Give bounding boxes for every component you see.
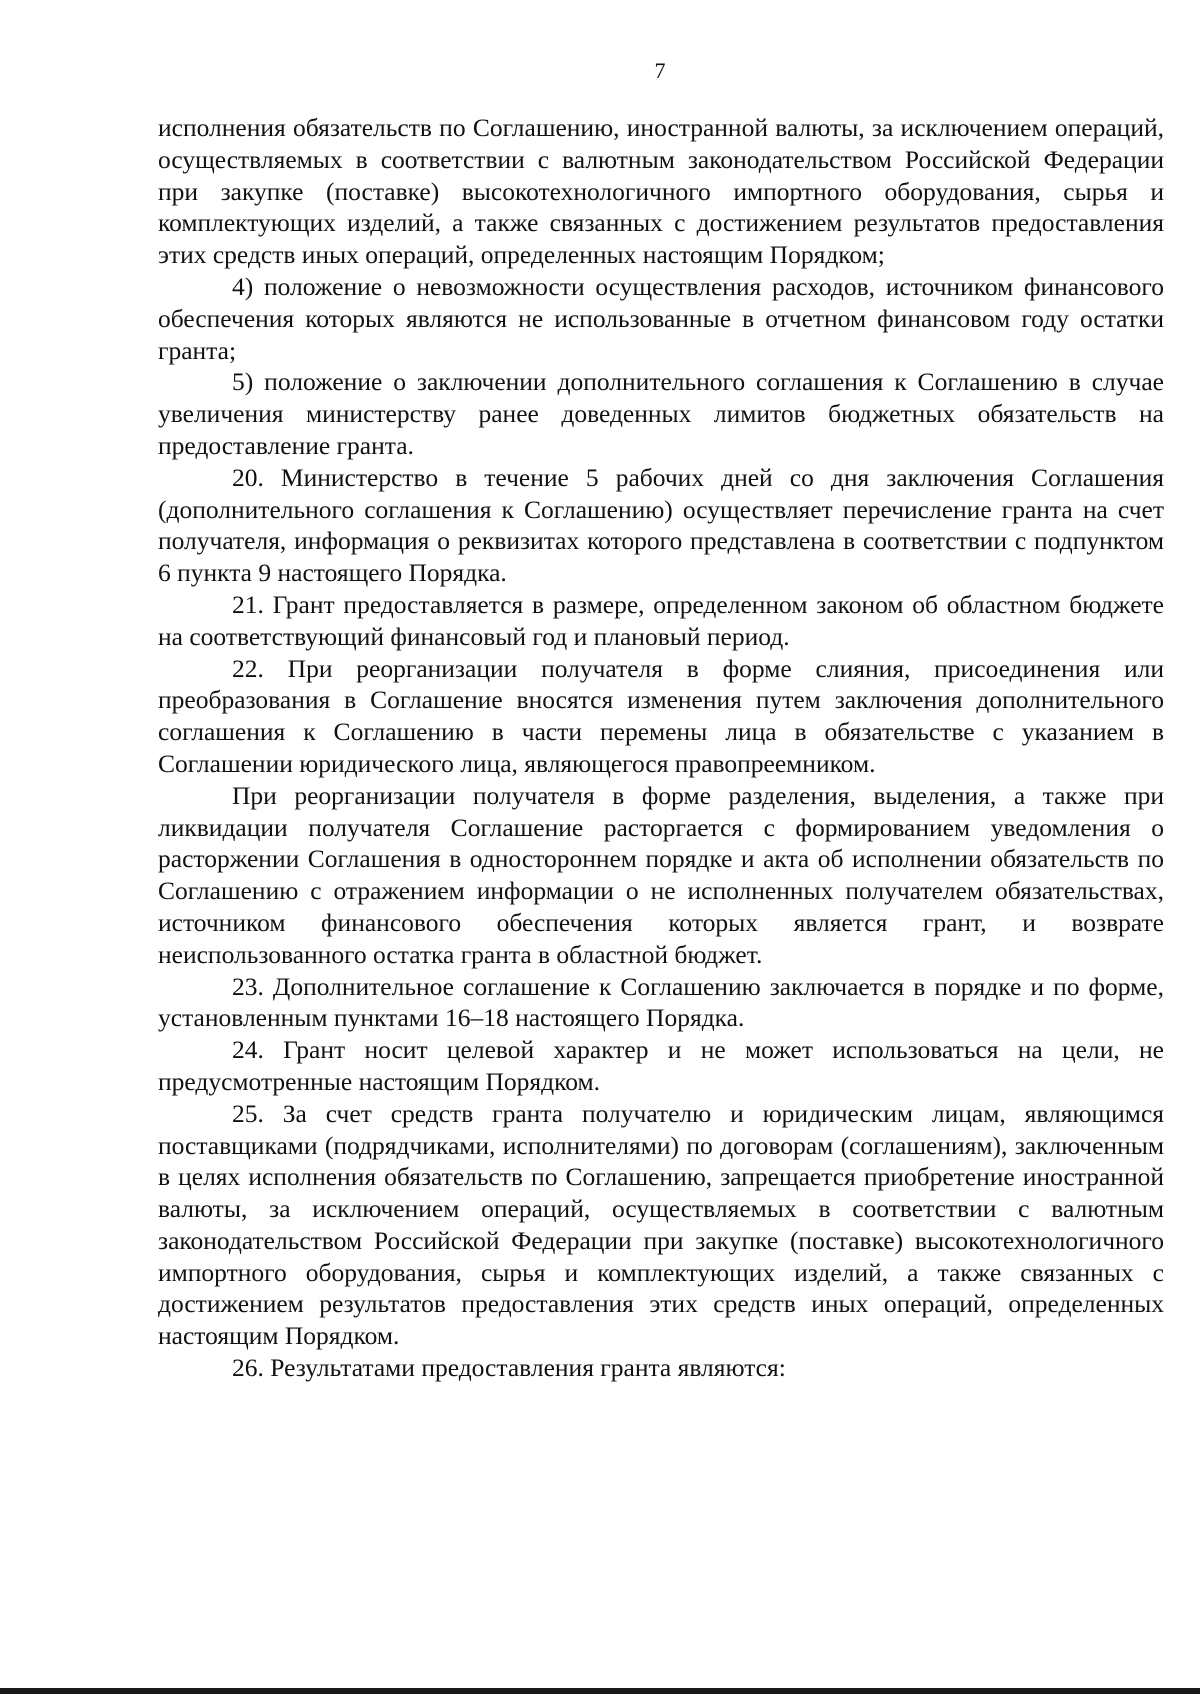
paragraph-clause-22-continued: При реорганизации получателя в форме разделения, выделения, а также при ликвидации получателя Соглашение расторгается с формированием уведомления о расторжении Соглашения в одностороннем порядке и акта об исполнении обязательств по Соглашению с отражением информации о не исполненных получателем обязательствах, источником финансового обеспечения которых является грант, и возврате неиспользованного остатка гранта в областной бюджет.: [158, 780, 1164, 969]
paragraph-clause-20: 20. Министерство в течение 5 рабочих дней со дня заключения Соглашения (дополнительного соглашения к Соглашению) осуществляет перечисление гранта на счет получателя, информация о реквизитах которого представлена в соответствии с подпунктом 6 пункта 9 настоящего Порядка.: [158, 462, 1164, 588]
document-body: [158, 112, 1164, 1384]
paragraph-clause-23: 23. Дополнительное соглашение к Соглашению заключается в порядке и по форме, установленным пунктами 16–18 настоящего Порядка.: [158, 971, 1164, 1033]
page-number: 7: [654, 58, 666, 83]
paragraph-clause-26: 26. Результатами предоставления гранта являются:: [232, 1353, 786, 1383]
paragraph-clause-22: 22. При реорганизации получателя в форме слияния, присоединения или преобразования в Соглашение вносятся изменения путем заключения дополнительного соглашения к Соглашению в части перемены лица в обязательстве с указанием в Соглашении юридического лица, являющегося правопреемником.: [158, 653, 1164, 778]
paragraph-continuation: исполнения обязательств по Соглашению, иностранной валюты, за исключением операций, осуществляемых в соответствии с валютным законодательством Российской Федерации при закупке (поставке) высокотехнологичного импортного оборудования, сырья и комплектующих изделий, а также связанных с достижением результатов предоставления этих средств иных операций, определенных настоящим Порядком;: [158, 113, 1164, 270]
paragraph-clause-24: 24. Грант носит целевой характер и не может использоваться на цели, не предусмотренные настоящим Порядком.: [158, 1035, 1164, 1096]
paragraph-clause-21: 21. Грант предоставляется в размере, определенном законом об областном бюджете на соответствующий финансовый год и плановый период.: [158, 589, 1164, 651]
paragraph-clause-25: 25. За счет средств гранта получателю и юридическим лицам, являющимся поставщиками (подрядчиками, исполнителями) по договорам (соглашениям), заключенным в целях исполнения обязательств по Соглашению, запрещается приобретение иностранной валюты, за исключением операций, осуществляемых в соответствии с валютным законодательством Российской Федерации при закупке (поставке) высокотехнологичного импортного оборудования, сырья и комплектующих изделий, а также связанных с достижением результатов предоставления этих средств иных операций, определенных настоящим Порядком.: [158, 1098, 1164, 1351]
paragraph-item-5: 5) положение о заключении дополнительного соглашения к Соглашению в случае увеличения министерству ранее доведенных лимитов бюджетных обязательств на предоставление гранта.: [158, 367, 1164, 460]
scan-bottom-edge: [0, 1688, 1200, 1694]
paragraph-item-4: 4) положение о невозможности осуществления расходов, источником финансового обеспечения которых являются не использованные в отчетном финансовом году остатки гранта;: [158, 271, 1164, 365]
